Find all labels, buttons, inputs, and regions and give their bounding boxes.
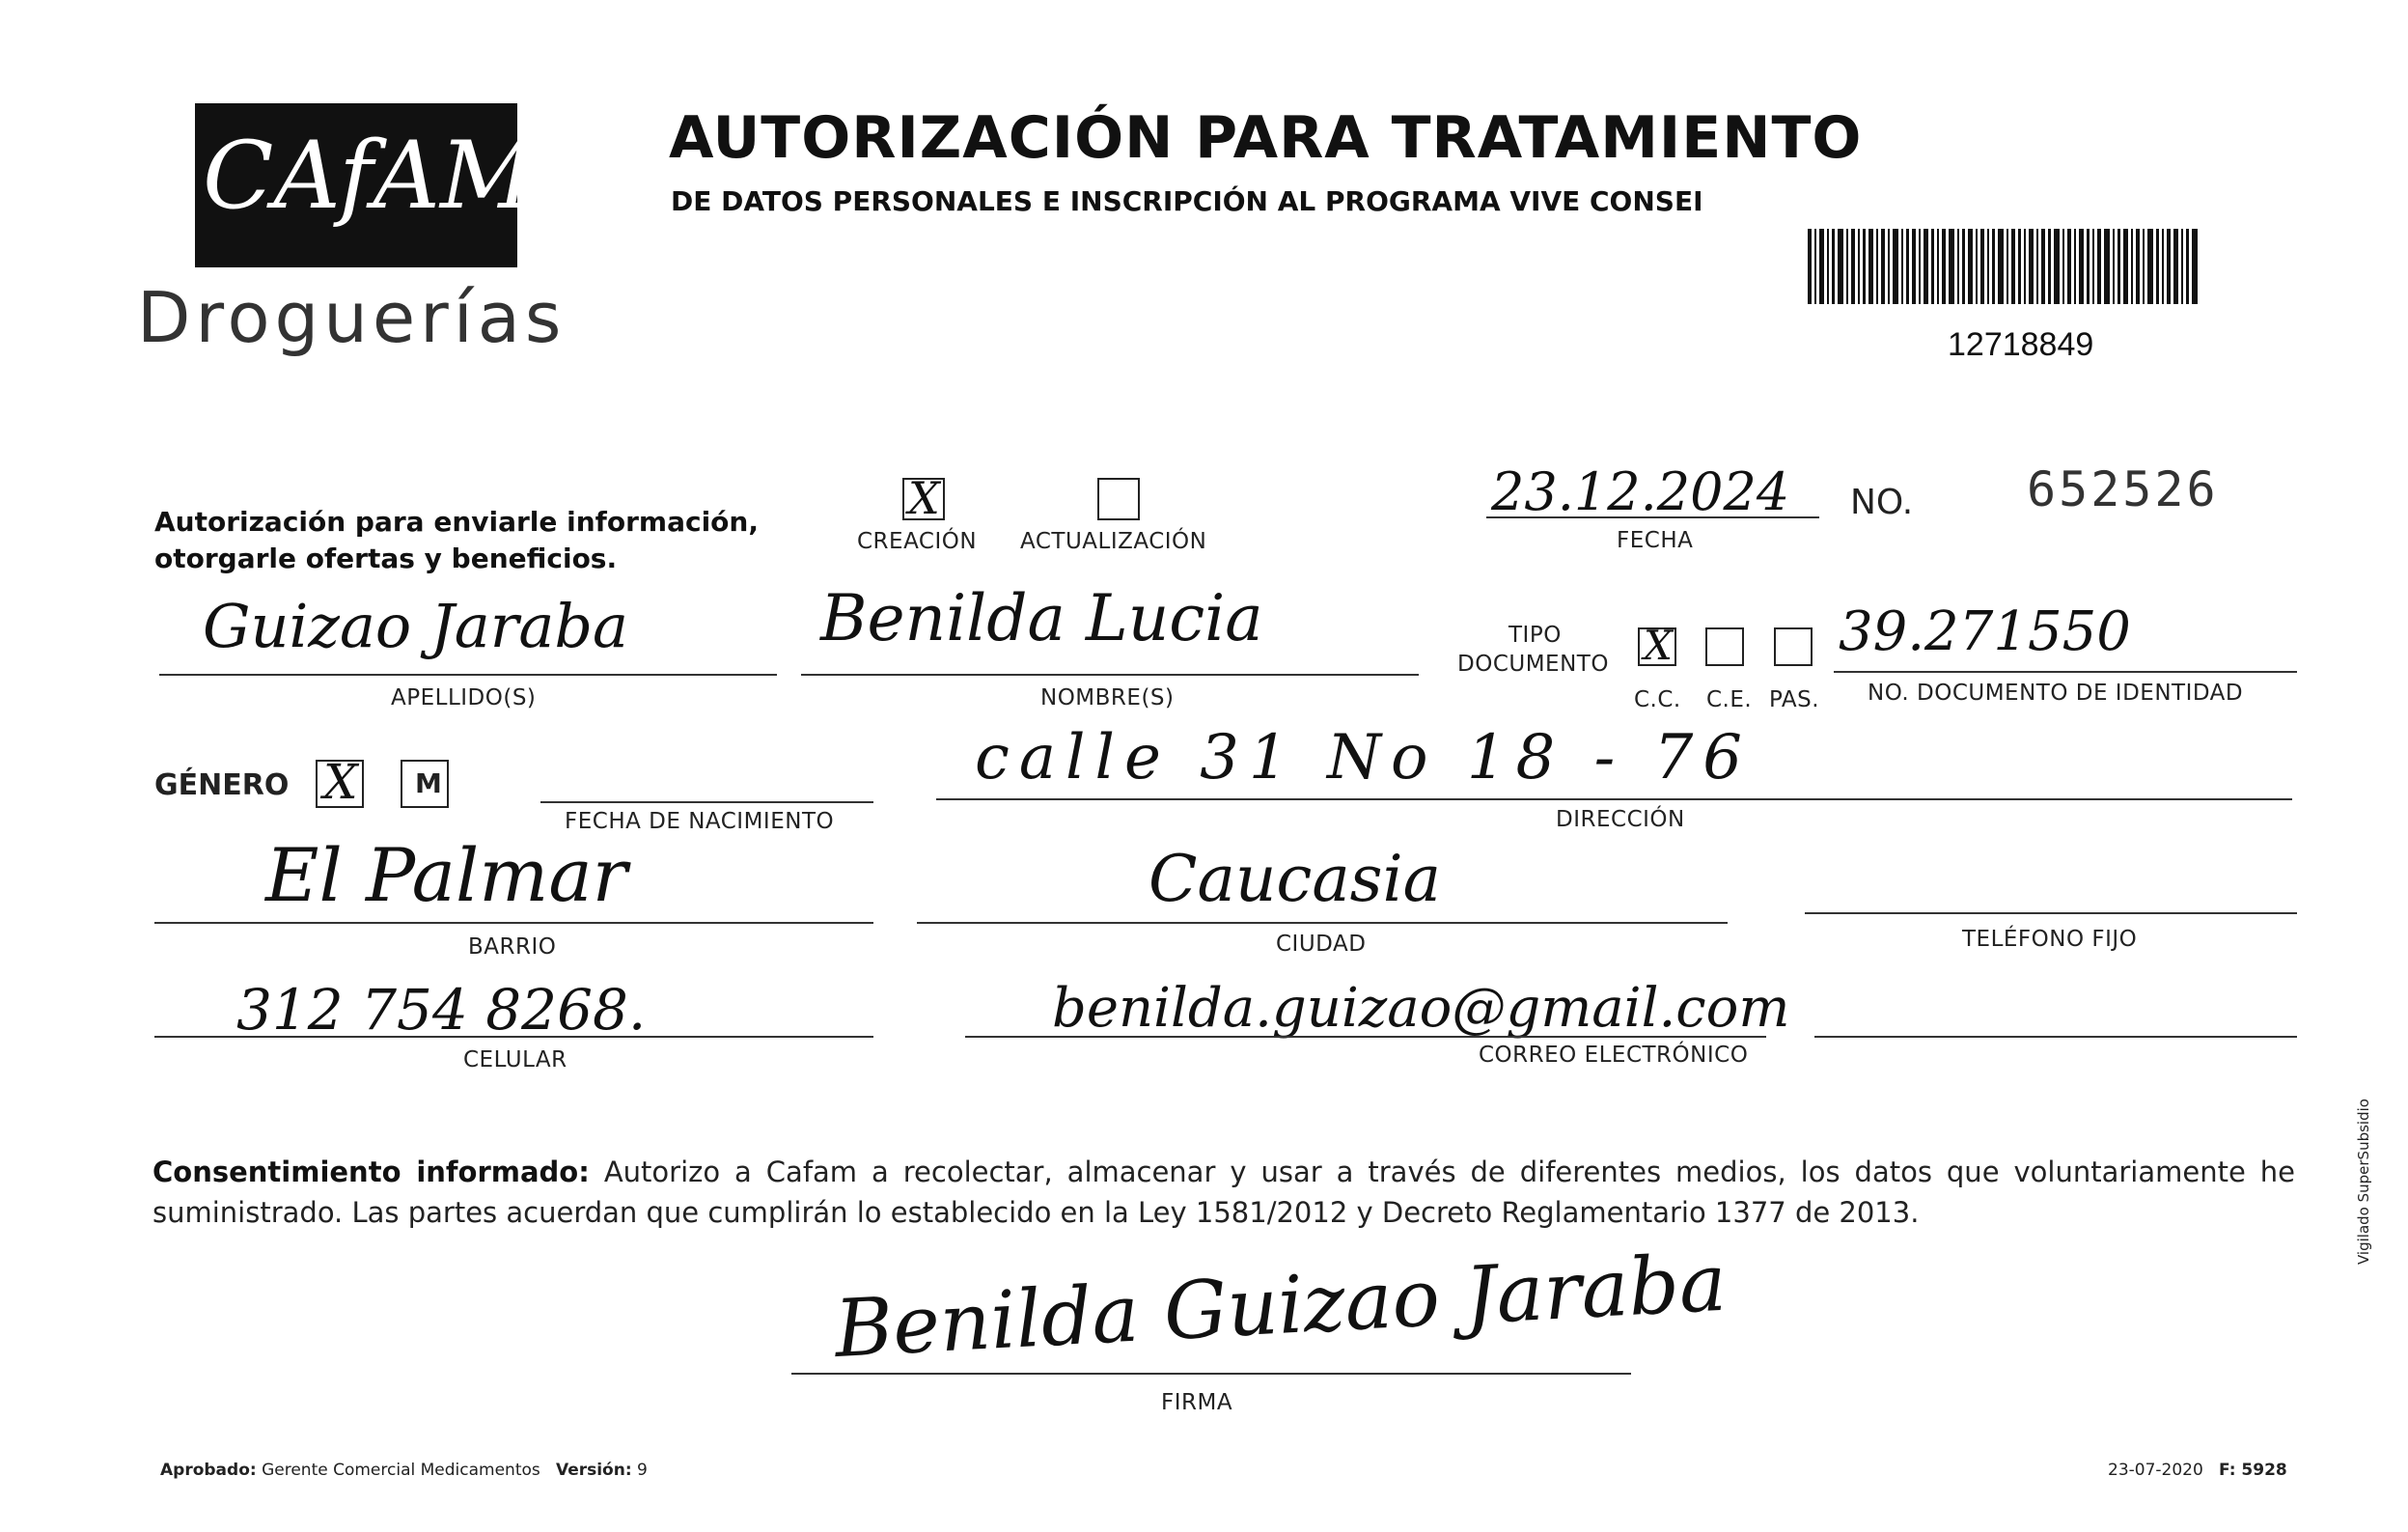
form-code: F: 5928: [2219, 1461, 2287, 1480]
cc-label: C.C.: [1634, 687, 1681, 712]
names-value[interactable]: Benilda Lucia: [820, 581, 1263, 655]
version-label: Versión:: [555, 1461, 632, 1480]
intro-text: [154, 504, 759, 577]
gender-m-checkbox[interactable]: [401, 760, 449, 808]
signature-label: FIRMA: [1161, 1390, 1233, 1415]
ce-checkbox[interactable]: [1705, 627, 1744, 666]
footer-code: [2108, 1461, 2287, 1480]
date-label: FECHA: [1617, 528, 1694, 553]
consent-paragraph: [152, 1152, 2295, 1233]
gender-m-label: M: [415, 767, 442, 799]
address-label: DIRECCIÓN: [1556, 807, 1685, 832]
email-value[interactable]: benilda.guizao@gmail.com: [1052, 977, 1790, 1040]
city-value[interactable]: Caucasia: [1149, 842, 1441, 916]
mobile-value[interactable]: 312 754 8268.: [236, 977, 647, 1043]
footer-approval: [160, 1461, 648, 1480]
approved-value: Gerente Comercial Medicamentos: [262, 1461, 540, 1480]
neighborhood-label: BARRIO: [468, 934, 557, 960]
document-number-value[interactable]: 39.271550: [1839, 600, 2131, 663]
pas-label: PAS.: [1769, 687, 1820, 712]
birth-date-label: FECHA DE NACIMIENTO: [565, 809, 835, 834]
address-value[interactable]: calle 31 No 18 - 76: [975, 722, 1752, 794]
intro-line-1: Autorización para enviarle información,: [154, 506, 759, 538]
surnames-value[interactable]: Guizao Jaraba: [203, 591, 629, 661]
cc-checkbox[interactable]: [1638, 622, 1676, 669]
number-value: 652526: [2027, 461, 2219, 517]
creation-label: CREACIÓN: [857, 529, 978, 554]
creation-checkbox[interactable]: [902, 472, 945, 524]
names-label: NOMBRE(S): [1040, 685, 1175, 710]
pas-checkbox[interactable]: [1774, 627, 1813, 666]
document-type-label-1: TIPO: [1508, 623, 1562, 648]
document-subtitle: DE DATOS PERSONALES E INSCRIPCIÓN AL PROGRAMA VIVE CONSEI: [671, 185, 1703, 217]
document-type-label-2: DOCUMENTO: [1457, 652, 1609, 677]
update-checkbox[interactable]: [1097, 478, 1140, 520]
document-number-label: NO. DOCUMENTO DE IDENTIDAD: [1868, 681, 2244, 706]
logo-subtitle: Droguerías: [137, 277, 567, 358]
approved-label: Aprobado:: [160, 1461, 257, 1480]
gender-f-mark: X: [323, 754, 358, 810]
date-value[interactable]: 23.12.2024: [1491, 461, 1790, 522]
surnames-label: APELLIDO(S): [391, 685, 537, 710]
gender-f-checkbox[interactable]: [316, 754, 364, 810]
consent-text: Autorizo a Cafam a recolectar, almacenar y usar a través de diferentes medios, los datos que voluntariamente he suministrado. Las partes acuerdan que cumplirán lo establecido en la Ley 1581/2012 y Decreto Reglamentario 1377 de 2013.: [152, 1156, 2295, 1229]
mobile-label: CELULAR: [463, 1047, 567, 1072]
cc-check-mark: X: [1644, 622, 1673, 669]
city-label: CIUDAD: [1276, 932, 1367, 957]
cafam-logo-text: CAfAM: [203, 122, 536, 230]
intro-line-2: otorgarle ofertas y beneficios.: [154, 543, 618, 574]
barcode: [1808, 229, 2198, 304]
document-title: AUTORIZACIÓN PARA TRATAMIENTO: [669, 104, 1863, 172]
version-value: 9: [637, 1461, 648, 1480]
signature-value[interactable]: Benilda Guizao Jaraba: [832, 1237, 1730, 1376]
barcode-number: 12718849: [1948, 326, 2094, 363]
landline-label: TELÉFONO FIJO: [1962, 927, 2138, 952]
number-label: NO.: [1850, 483, 1914, 522]
ce-label: C.E.: [1706, 687, 1753, 712]
neighborhood-value[interactable]: El Palmar: [265, 832, 627, 918]
side-note: Vigilado SuperSubsidio: [2355, 1099, 2372, 1265]
consent-heading: Consentimiento informado:: [152, 1156, 590, 1188]
gender-label: GÉNERO: [154, 768, 290, 802]
footer-date: 23-07-2020: [2108, 1461, 2203, 1480]
update-label: ACTUALIZACIÓN: [1020, 529, 1207, 554]
email-label: CORREO ELECTRÓNICO: [1479, 1043, 1749, 1068]
creation-check-mark: X: [908, 472, 940, 524]
